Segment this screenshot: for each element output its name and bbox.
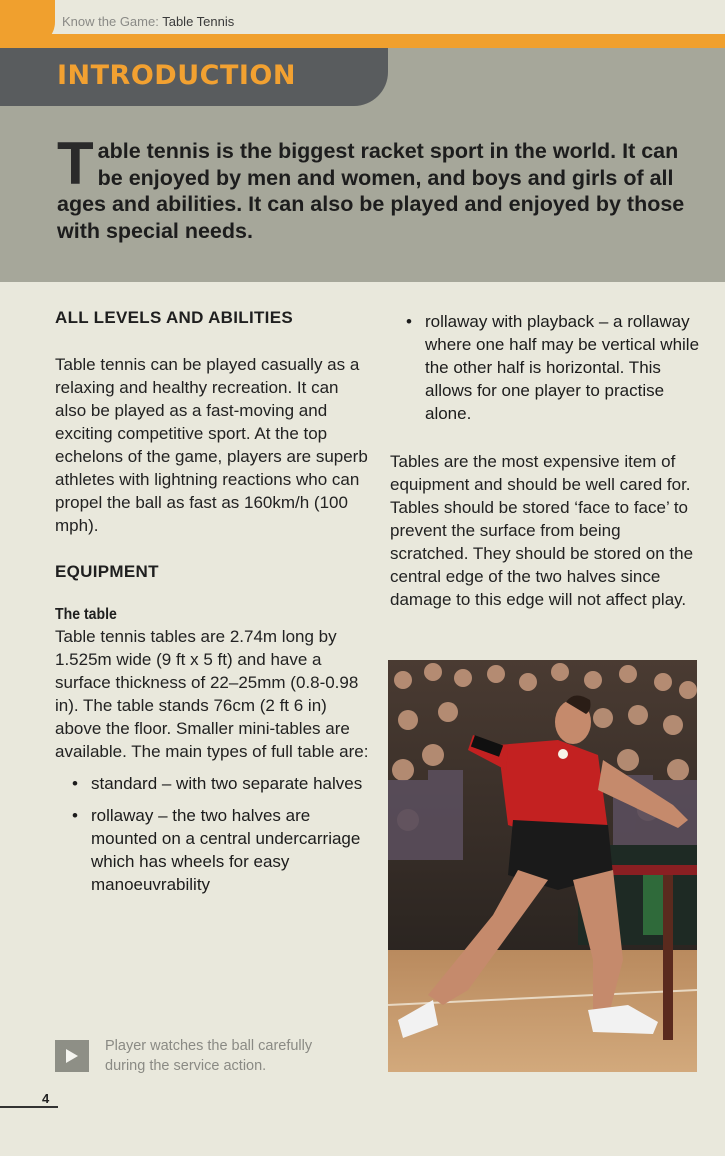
play-triangle-icon	[65, 1048, 79, 1064]
section-title: INTRODUCTION	[57, 60, 296, 91]
lead-paragraph	[57, 130, 689, 244]
player-photo	[388, 660, 697, 1072]
photo-caption: Player watches the ball carefully during the service action.	[105, 1038, 313, 1074]
page-number: 4	[42, 1091, 50, 1106]
list-item-text: standard – with two separate halves	[91, 774, 363, 793]
list-item	[55, 804, 370, 896]
heading-equipment: EQUIPMENT	[55, 562, 159, 581]
table-type-list-continued	[390, 310, 700, 425]
bullet-icon: •	[72, 806, 78, 825]
list-item	[55, 772, 370, 795]
list-item	[390, 310, 700, 425]
lead-text: able tennis is the biggest racket sport in the world. It can be enjoyed by men and women, and boys and girls of all ages and abilities. It can also be played and enjoyed by those with special needs.	[57, 139, 685, 243]
bullet-icon: •	[406, 312, 412, 331]
running-head-title: Table Tennis	[162, 14, 235, 29]
paragraph-table: Table tennis tables are 2.74m long by 1.525m wide (9 ft x 5 ft) and have a surface thickness of 22–25mm (0.8-0.98 in). The table stands 76cm (2 ft 6 in) above the floor. Smaller mini-tables are available. The main types of full table are:	[55, 627, 369, 761]
left-column	[55, 308, 370, 896]
top-accent-line	[0, 34, 725, 48]
subheading-the-table: The table	[55, 606, 117, 623]
player-photo-illustration	[388, 660, 697, 1072]
running-head-prefix: Know the Game:	[62, 14, 163, 29]
list-item-text: rollaway – the two halves are mounted on a central undercarriage which has wheels for easy manoeuvrability	[91, 806, 361, 894]
heading-all-levels: ALL LEVELS AND ABILITIES	[55, 308, 293, 327]
top-accent-tab	[0, 0, 55, 46]
running-head	[62, 14, 234, 29]
drop-cap: T	[57, 130, 94, 197]
page-number-rule	[0, 1106, 58, 1108]
paragraph-table-care: Tables are the most expensive item of equipment and should be well cared for. Tables should be stored ‘face to face’ to prevent the surface from being scratched. They should be stored on the central edge of the two halves since damage to this edge will not affect play.	[390, 452, 694, 609]
caption-arrow-icon	[55, 1040, 89, 1072]
right-column	[390, 310, 700, 611]
bullet-icon: •	[72, 774, 78, 793]
table-type-list	[55, 772, 370, 896]
paragraph-levels: Table tennis can be played casually as a relaxing and healthy recreation. It can also be played as a fast-moving and exciting competitive sport. At the top echelons of the game, players are superb athletes with lightning reactions who can propel the ball as fast as 160km/h (100 mph).	[55, 355, 368, 535]
list-item-text: rollaway with playback – a rollaway where one half may be vertical while the other half is horizontal. This allows for one player to practise alone.	[425, 312, 700, 423]
